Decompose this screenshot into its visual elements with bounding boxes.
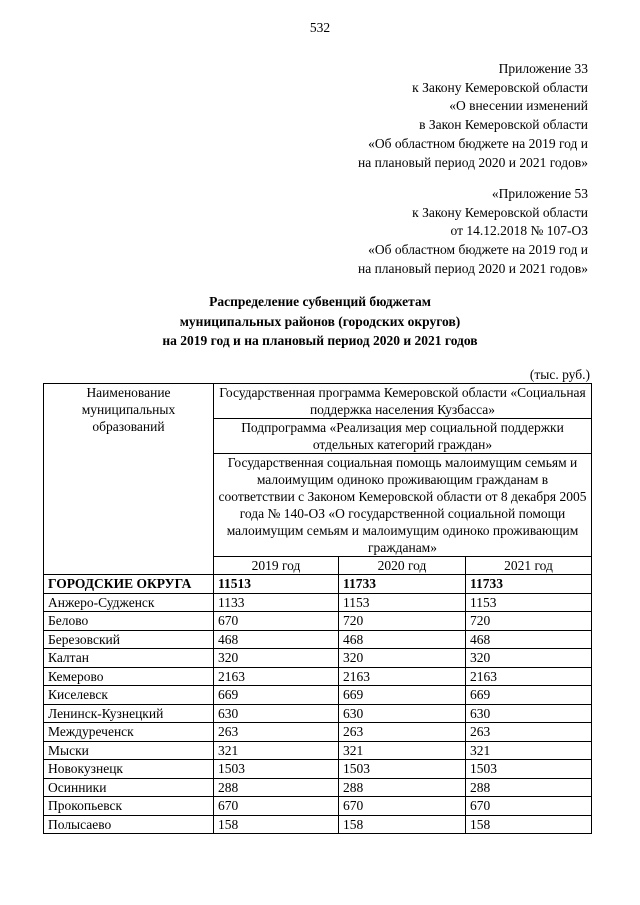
value-cell: 288 (339, 778, 466, 797)
value-cell: 11733 (339, 575, 466, 594)
subventions-table (43, 383, 592, 834)
table-row (44, 612, 592, 631)
value-cell: 288 (466, 778, 592, 797)
value-cell: 321 (466, 741, 592, 760)
municipality-cell: Киселевск (44, 686, 214, 705)
year-header: 2019 год (214, 557, 339, 575)
title-line: муниципальных районов (городских округов) (179, 313, 461, 329)
value-cell: 263 (339, 723, 466, 742)
table-row (44, 778, 592, 797)
year-header: 2021 год (466, 557, 592, 575)
value-cell: 321 (339, 741, 466, 760)
municipality-cell: Кемерово (44, 667, 214, 686)
value-cell: 1503 (214, 760, 339, 779)
table-row (44, 815, 592, 834)
appendix-line: «Приложение 53 (491, 186, 588, 201)
value-cell: 320 (339, 649, 466, 668)
table-row (44, 760, 592, 779)
appendix-line: в Закон Кемеровской области (419, 117, 588, 133)
table-row (44, 741, 592, 760)
measure-header: Государственная социальная помощь малоимущим семьям и малоимущим одиноко проживающим гражданам в соответствии с Законом Кемеровской области от 8 декабря 2005 года № 140-ОЗ «О государственной социальной помощи малоимущим семьям и малоимущим одиноко проживающим гражданам» (214, 454, 592, 557)
table-row (44, 630, 592, 649)
value-cell: 630 (339, 704, 466, 723)
municipality-cell: Междуреченск (44, 723, 214, 742)
value-cell: 321 (214, 741, 339, 760)
value-cell: 1153 (339, 593, 466, 612)
appendix-line: Приложение 33 (498, 61, 588, 76)
appendix-line: «Об областном бюджете на 2019 год и (368, 135, 588, 151)
value-cell: 2163 (466, 667, 592, 686)
municipality-cell: Калтан (44, 649, 214, 668)
table-row (44, 686, 592, 705)
value-cell: 320 (466, 649, 592, 668)
value-cell: 288 (214, 778, 339, 797)
municipality-header: Наименование муниципальных образований (44, 384, 214, 575)
value-cell: 1153 (466, 593, 592, 612)
table-row (44, 797, 592, 816)
appendix-line: на плановый период 2020 и 2021 годов» (357, 154, 588, 170)
value-cell: 158 (339, 815, 466, 834)
value-cell: 263 (466, 723, 592, 742)
municipality-cell: Осинники (44, 778, 214, 797)
value-cell: 468 (214, 630, 339, 649)
value-cell: 669 (466, 686, 592, 705)
table-row (44, 649, 592, 668)
appendix-line: к Закону Кемеровской области (412, 204, 588, 220)
municipality-cell: Ленинск-Кузнецкий (44, 704, 214, 723)
municipality-cell: Прокопьевск (44, 797, 214, 816)
value-cell: 1503 (466, 760, 592, 779)
appendix-33-header (358, 60, 588, 172)
municipality-cell: Полысаево (44, 815, 214, 834)
municipality-cell: ГОРОДСКИЕ ОКРУГА (44, 575, 214, 594)
value-cell: 630 (214, 704, 339, 723)
table-row (44, 593, 592, 612)
value-cell: 669 (214, 686, 339, 705)
value-cell: 670 (214, 612, 339, 631)
value-cell: 2163 (339, 667, 466, 686)
value-cell: 158 (214, 815, 339, 834)
value-cell: 720 (466, 612, 592, 631)
table-row-total (44, 575, 592, 594)
municipality-cell: Анжеро-Судженск (44, 593, 214, 612)
appendix-line: от 14.12.2018 № 107-ОЗ (450, 223, 588, 239)
appendix-line: «О внесении изменений (449, 98, 588, 114)
table-row (44, 667, 592, 686)
value-cell: 720 (339, 612, 466, 631)
value-cell: 158 (466, 815, 592, 834)
value-cell: 263 (214, 723, 339, 742)
value-cell: 320 (214, 649, 339, 668)
title-line: на 2019 год и на плановый период 2020 и 2021 годов (162, 333, 478, 348)
title-line: Распределение субвенций бюджетам (209, 294, 431, 309)
value-cell: 1503 (339, 760, 466, 779)
units-label: (тыс. руб.) (529, 367, 590, 382)
page-number: 532 (309, 20, 331, 35)
value-cell: 468 (339, 630, 466, 649)
table-row (44, 723, 592, 742)
year-header: 2020 год (339, 557, 466, 575)
value-cell: 468 (466, 630, 592, 649)
appendix-53-header (358, 185, 588, 279)
table-row (44, 704, 592, 723)
subprogram-header: Подпрограмма «Реализация мер социальной поддержки отдельных категорий граждан» (214, 419, 592, 454)
value-cell: 2163 (214, 667, 339, 686)
value-cell: 670 (214, 797, 339, 816)
value-cell: 630 (466, 704, 592, 723)
value-cell: 1133 (214, 593, 339, 612)
appendix-line: «Об областном бюджете на 2019 год и (368, 242, 588, 258)
municipality-cell: Березовский (44, 630, 214, 649)
value-cell: 11733 (466, 575, 592, 594)
value-cell: 670 (466, 797, 592, 816)
municipality-cell: Белово (44, 612, 214, 631)
document-title (0, 292, 640, 351)
appendix-line: к Закону Кемеровской области (412, 79, 588, 95)
municipality-cell: Мыски (44, 741, 214, 760)
municipality-cell: Новокузнецк (44, 760, 214, 779)
appendix-line: на плановый период 2020 и 2021 годов» (357, 260, 588, 276)
value-cell: 11513 (214, 575, 339, 594)
program-header: Государственная программа Кемеровской области «Социальная поддержка населения Кузбасса» (214, 384, 592, 419)
value-cell: 670 (339, 797, 466, 816)
value-cell: 669 (339, 686, 466, 705)
